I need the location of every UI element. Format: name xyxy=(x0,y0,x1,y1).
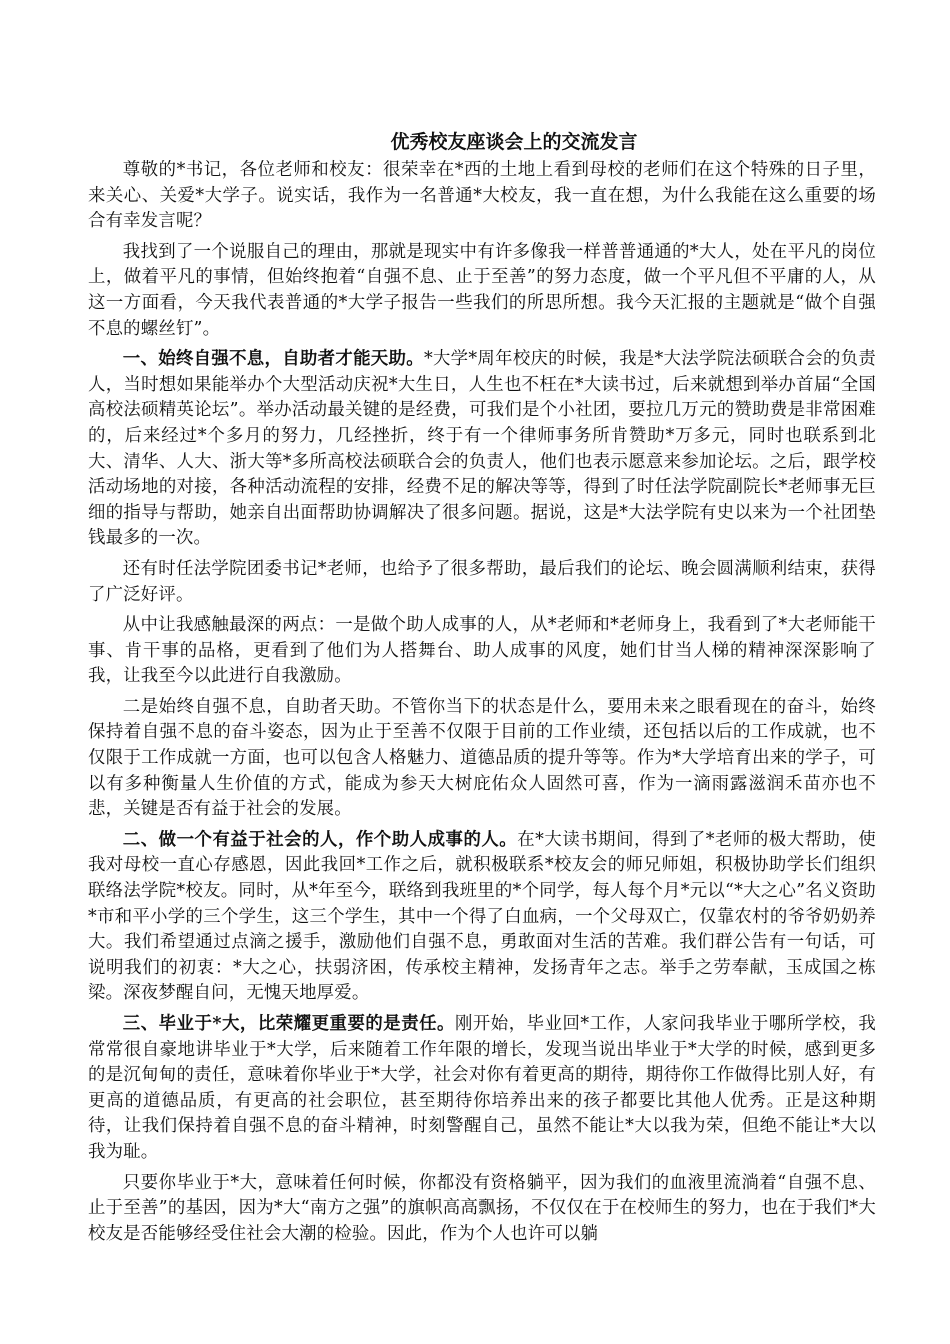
document-title: 优秀校友座谈会上的交流发言 xyxy=(390,131,638,153)
paragraph-1 xyxy=(88,158,876,235)
paragraph-text: 刚开始，毕业回*工作，人家问我毕业于哪所学校，我常常很自豪地讲毕业于*大学，后来随着工作年限的增长，发现当说出毕业于*大学的时候，感到更多的是沉甸甸的责任，意味着你毕业于*大学，社会对你有着更高的期待，期待你工作做得比别人好，有更高的道德品质，有更高的社会职位，甚至期待你培养出来的孩子都要比其他人优秀。正是这种期待，让我们保持着自强不息的奋斗精神，时刻警醒自己，虽然不能让*大以我为荣，但绝不能让*大以我为耻。 xyxy=(88,1014,876,1162)
document-page xyxy=(88,128,876,1252)
paragraph-text: 还有时任法学院团委书记*老师，也给予了很多帮助，最后我们的论坛、晚会圆满顺利结束，获得了广泛好评。 xyxy=(88,558,876,605)
paragraph-4 xyxy=(88,557,876,608)
paragraph-text: 二是始终自强不息，自助者天助。不管你当下的状态是什么，要用未来之眼看现在的奋斗，始终保持着自强不息的奋斗姿态，因为止于至善不仅限于目前的工作业绩，还包括以后的工作成就，也不仅限于工作成就一方面，也可以包含人格魅力、道德品质的提升等等。作为*大学培育出来的学子，可以有多种衡量人生价值的方式，能成为参天大树庇佑众人固然可喜，作为一滴雨露滋润禾苗亦也不悲，关键是否有益于社会的发展。 xyxy=(88,696,876,820)
paragraph-8 xyxy=(88,1012,876,1166)
paragraph-3 xyxy=(88,347,876,552)
paragraph-9 xyxy=(88,1171,876,1248)
paragraph-6 xyxy=(88,695,876,823)
paragraph-text: 在*大读书期间，得到了*老师的极大帮助，使我对母校一直心存感恩，因此我回*工作之后，就积极联系*校友会的师兄师姐，积极协助学长们组织联络法学院*校友。同时，从*年至今，联络到我班里的*个同学，每人每个月*元以“*大之心”名义资助*市和平小学的三个学生，这三个学生，其中一个得了白血病，一个父母双亡，仅靠农村的爷爷奶奶养大。我们希望通过点滴之援手，激励他们自强不息，勇敢面对生活的苦难。我们群公告有一句话，可说明我们的初衷：*大之心，扶弱济困，传承校主精神，发扬青年之志。举手之劳奉献，玉成国之栋梁。深夜梦醒自问，无愧天地厚爱。 xyxy=(88,829,877,1004)
paragraph-5 xyxy=(88,613,876,690)
paragraph-2 xyxy=(88,240,876,342)
paragraph-text: 尊敬的*书记，各位老师和校友：很荣幸在*西的土地上看到母校的老师们在这个特殊的日子里，来关心、关爱*大学子。说实话，我作为一名普通*大校友，我一直在想，为什么我能在这么重要的场合有幸发言呢？ xyxy=(88,160,876,232)
paragraph-7 xyxy=(88,828,876,1007)
paragraph-text: *大学*周年校庆的时候，我是*大法学院法硕联合会的负责人，当时想如果能举办个大型活动庆祝*大生日，人生也不枉在*大读书过，后来就想到举办首届“全国高校法硕精英论坛”。举办活动最关键的是经费，可我们是个小社团，要拉几万元的赞助费是非常困难的，后来经过*个多月的努力，几经挫折，终于有一个律师事务所肯赞助*万多元，同时也联系到北大、清华、人大、浙大等*多所高校法硕联合会的负责人，他们也表示愿意来参加论坛。之后，跟学校活动场地的对接，各种活动流程的安排，经费不足的解决等等，得到了时任法学院副院长*老师事无巨细的指导与帮助，她亲自出面帮助协调解决了很多问题。据说，这是*大法学院有史以来为一个社团垫钱最多的一次。 xyxy=(88,349,876,549)
paragraph-text: 只要你毕业于*大，意味着任何时候，你都没有资格躺平，因为我们的血液里流淌着“自强不息、止于至善”的基因，因为*大“南方之强”的旗帜高高飘扬，不仅仅在于在校师生的努力，也在于我们*大校友是否能够经受住社会大潮的检验。因此，作为个人也许可以躺 xyxy=(88,1172,876,1244)
paragraph-text: 我找到了一个说服自己的理由，那就是现实中有许多像我一样普普通通的*大人，处在平凡的岗位上，做着平凡的事情，但始终抱着“自强不息、止于至善”的努力态度，做一个平凡但不平庸的人，从这一方面看，今天我代表普通的*大学子报告一些我们的所思所想。我今天汇报的主题就是“做个自强不息的螺丝钉”。 xyxy=(88,241,876,339)
paragraph-text: 从中让我感触最深的两点：一是做个助人成事的人，从*老师和*老师身上，我看到了*大老师能干事、肯干事的品格，更看到了他们为人搭舞台、助人成事的风度，她们甘当人梯的精神深深影响了我，让我至今以此进行自我激励。 xyxy=(88,615,876,687)
section-heading-1: 一、始终自强不息，自助者才能天助。 xyxy=(122,349,424,370)
section-heading-2: 二、做一个有益于社会的人，作个助人成事的人。 xyxy=(122,829,518,850)
section-heading-3: 三、毕业于*大，比荣耀更重要的是责任。 xyxy=(122,1014,455,1034)
